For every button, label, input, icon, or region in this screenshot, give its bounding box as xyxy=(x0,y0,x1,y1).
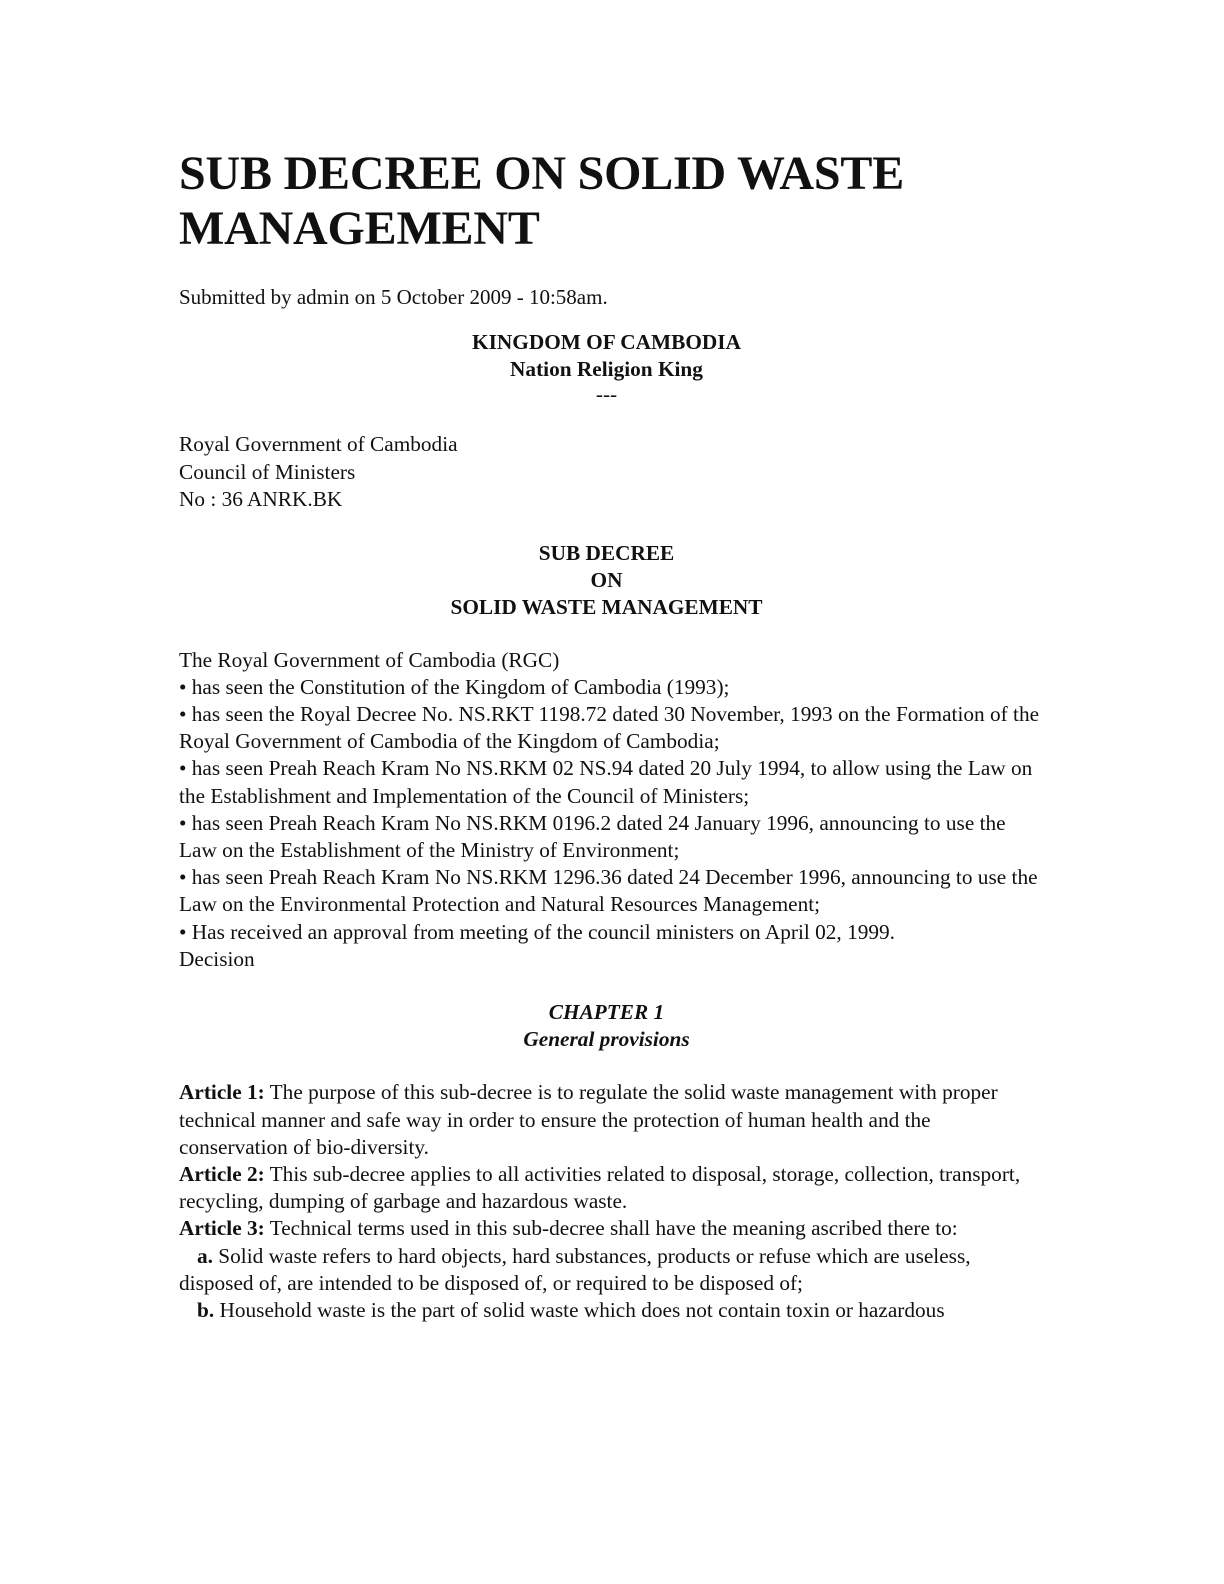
chapter-heading xyxy=(179,999,1034,1053)
article-label: Article 1: xyxy=(179,1080,265,1105)
chapter-name: General provisions xyxy=(523,1027,690,1052)
preamble xyxy=(179,647,1044,973)
preamble-item: • has seen Preah Reach Kram No NS.RKM 1296.36 dated 24 December 1996, announcing to use the Law on the Environmental Protection and Natural Resources Management; xyxy=(179,865,1038,917)
article-label: Article 3: xyxy=(179,1216,265,1241)
government-line: Royal Government of Cambodia xyxy=(179,432,458,457)
document-page xyxy=(179,146,1044,1324)
definition-text: Solid waste refers to hard objects, hard substances, products or refuse which are useless, disposed of, are intended to be disposed of, or required to be disposed of; xyxy=(179,1243,971,1295)
decree-heading-line: ON xyxy=(590,568,623,593)
kingdom-motto: Nation Religion King xyxy=(510,357,703,382)
articles xyxy=(179,1079,1044,1324)
preamble-intro: The Royal Government of Cambodia (RGC) xyxy=(179,647,560,672)
article xyxy=(179,1079,1044,1161)
preamble-item: • has seen Preah Reach Kram No NS.RKM 02 NS.94 dated 20 July 1994, to allow using the Law on the Establishment and Implementation of the Council of Ministers; xyxy=(179,756,1033,808)
header-separator: --- xyxy=(595,382,618,407)
preamble-item: • Has received an approval from meeting of the council ministers on April 02, 1999. xyxy=(179,919,895,944)
definition-label: a. xyxy=(197,1243,213,1268)
preamble-item: • has seen the Royal Decree No. NS.RKT 1198.72 dated 30 November, 1993 on the Formation of the Royal Government of Cambodia of the Kingdom of Cambodia; xyxy=(179,702,1040,754)
submitted-line: Submitted by admin on 5 October 2009 - 10:58am. xyxy=(179,285,608,309)
article xyxy=(179,1161,1044,1215)
definition-label: b. xyxy=(197,1298,215,1323)
article-label: Article 2: xyxy=(179,1162,265,1187)
definition-item xyxy=(179,1297,1044,1324)
decree-heading xyxy=(179,540,1034,622)
decision-label: Decision xyxy=(179,946,255,971)
chapter-number: CHAPTER 1 xyxy=(548,1000,665,1025)
kingdom-name: KINGDOM OF CAMBODIA xyxy=(472,330,741,354)
decree-heading-line: SOLID WASTE MANAGEMENT xyxy=(450,595,763,620)
government-block xyxy=(179,431,1044,513)
council-line: Council of Ministers xyxy=(179,459,356,484)
preamble-item: • has seen Preah Reach Kram No NS.RKM 0196.2 dated 24 January 1996, announcing to use the Law on the Establishment of the Ministry of Environment; xyxy=(179,810,1006,863)
decree-heading-line: SUB DECREE xyxy=(538,541,675,566)
article-text: This sub-decree applies to all activities related to disposal, storage, collection, transport, recycling, dumping of garbage and hazardous waste. xyxy=(179,1162,1021,1214)
article xyxy=(179,1215,1044,1242)
decree-number: No : 36 ANRK.BK xyxy=(179,486,343,511)
page-title: SUB DECREE ON SOLID WASTE MANAGEMENT xyxy=(179,147,905,255)
article-text: Technical terms used in this sub-decree shall have the meaning ascribed there to: xyxy=(264,1216,958,1241)
preamble-item: • has seen the Constitution of the Kingdom of Cambodia (1993); xyxy=(179,674,730,699)
kingdom-header xyxy=(179,329,1034,383)
definition-item xyxy=(179,1243,1044,1297)
article-text: The purpose of this sub-decree is to regulate the solid waste management with proper technical manner and safe way in order to ensure the protection of human health and the conservation of bio-diversity. xyxy=(179,1080,998,1159)
definition-text: Household waste is the part of solid waste which does not contain toxin or hazardous xyxy=(214,1298,945,1323)
